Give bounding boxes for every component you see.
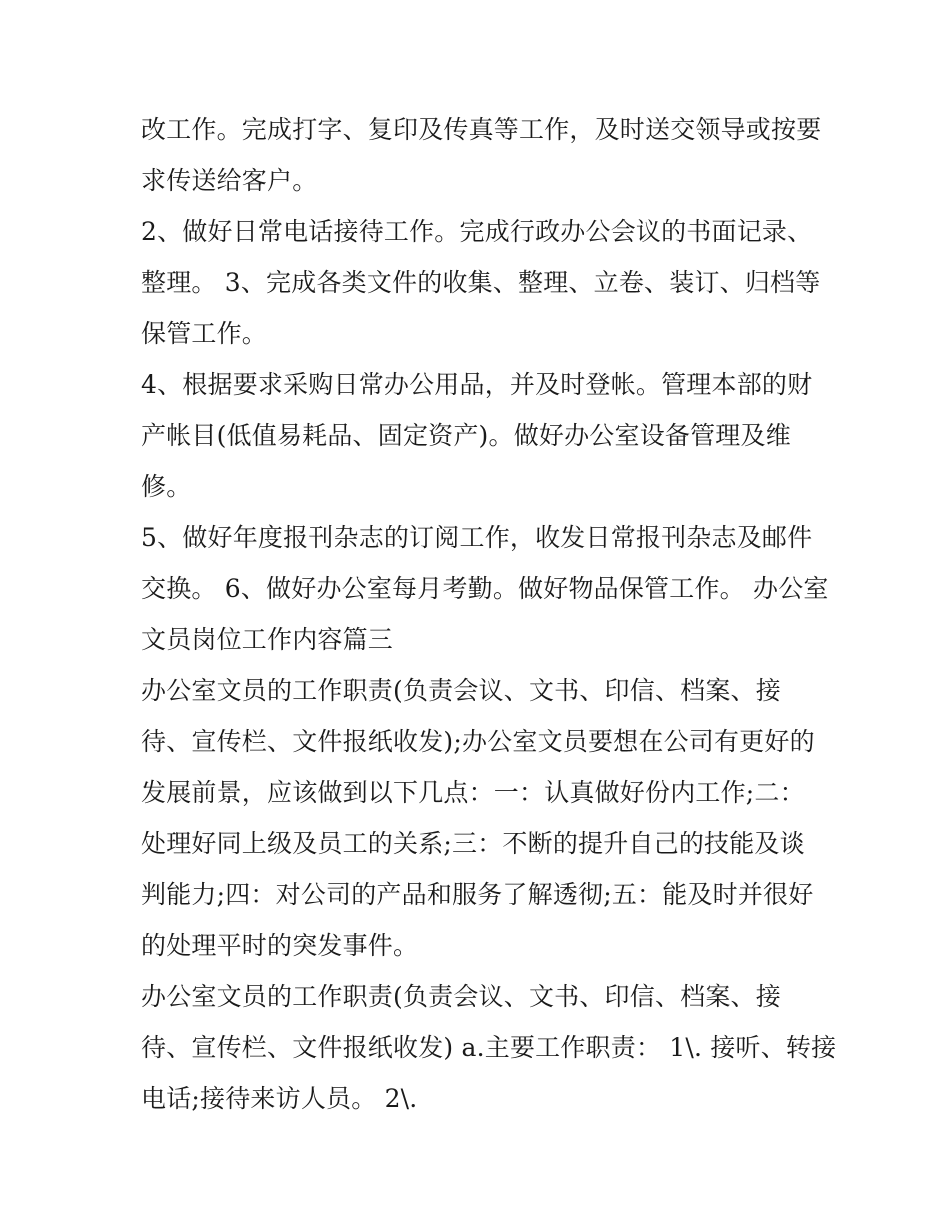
text-line: 改工作。完成打字、复印及传真等工作，及时送交领导或按要 <box>141 115 822 144</box>
text-line: 整理。 3、完成各类文件的收集、整理、立卷、装订、归档等 <box>141 268 821 297</box>
text-line: 产帐目(低值易耗品、固定资产)。做好办公室设备管理及维 <box>141 421 791 450</box>
text-line: 判能力;四：对公司的产品和服务了解透彻;五：能及时并很好 <box>141 880 814 909</box>
text-line: 办公室文员的工作职责(负责会议、文书、印信、档案、接 <box>141 676 781 705</box>
text-line: 交换。 6、做好办公室每月考勤。做好物品保管工作。 办公室 <box>141 574 829 603</box>
text-line: 求传送给客户。 <box>141 166 318 195</box>
body-text <box>141 104 837 1124</box>
text-line: 修。 <box>141 472 192 501</box>
text-line: 待、宣传栏、文件报纸收发) a.主要工作职责： 1\. 接听、转接 <box>141 1033 837 1062</box>
text-line: 4、根据要求采购日常办公用品，并及时登帐。管理本部的财 <box>141 370 813 399</box>
text-line: 发展前景，应该做到以下几点：一：认真做好份内工作;二： <box>141 778 805 807</box>
text-line: 2、做好日常电话接待工作。完成行政办公会议的书面记录、 <box>141 217 813 246</box>
text-line: 处理好同上级及员工的关系;三：不断的提升自己的技能及谈 <box>141 829 805 858</box>
text-line: 保管工作。 <box>141 319 268 348</box>
text-line: 办公室文员的工作职责(负责会议、文书、印信、档案、接 <box>141 982 781 1011</box>
text-line: 电话;接待来访人员。 2\. <box>141 1084 418 1113</box>
text-line: 5、做好年度报刊杂志的订阅工作，收发日常报刊杂志及邮件 <box>141 523 813 552</box>
text-line: 待、宣传栏、文件报纸收发);办公室文员要想在公司有更好的 <box>141 727 815 756</box>
text-line: 的处理平时的突发事件。 <box>141 931 419 960</box>
text-line: 文员岗位工作内容篇三 <box>141 625 394 654</box>
